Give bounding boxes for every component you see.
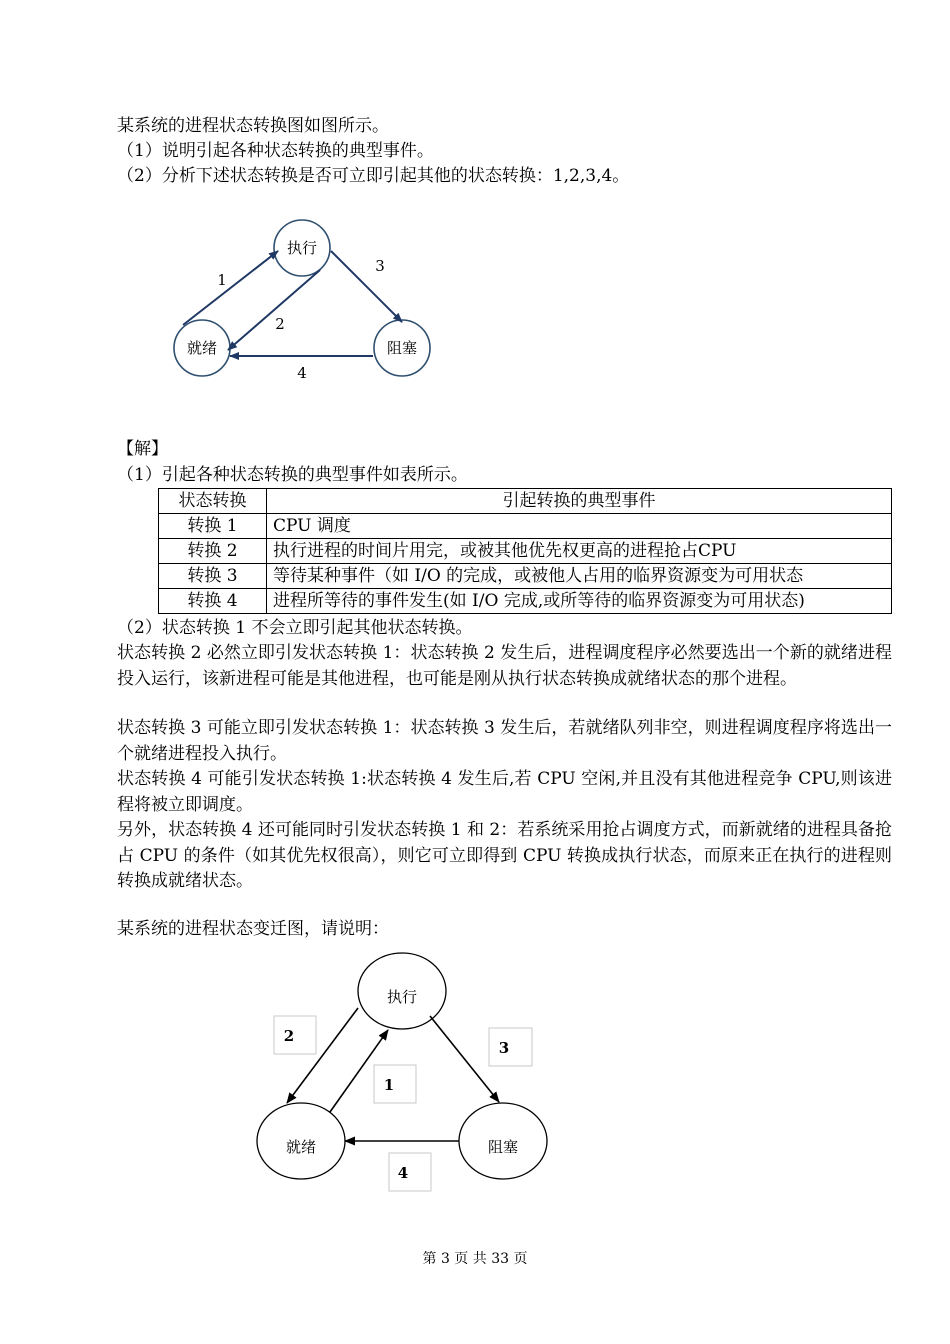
answer-paragraph-2: 状态转换 3 可能立即引发状态转换 1：状态转换 3 发生后，若就绪队列非空，则进程调度程序将选出一个就绪进程投入执行。 <box>117 718 892 764</box>
table-cell-event: 等待某种事件（如 I/O 的完成，或被他人占用的临界资源变为可用状态 <box>267 564 892 589</box>
table-cell-event: 执行进程的时间片用完，或被其他优先权更高的进程抢占CPU <box>267 539 892 564</box>
diagram1-ready-state <box>174 320 230 376</box>
diagram1-arrow-2 <box>228 270 320 350</box>
diagram2-label-box-3 <box>489 1028 532 1066</box>
diagram1-label-4: 4 <box>297 364 307 382</box>
diagram1-arrow-1 <box>183 251 278 325</box>
svg-text:3: 3 <box>498 1039 510 1057</box>
diagram2-ready-state <box>257 1103 345 1179</box>
question2-intro: 某系统的进程状态变迁图，请说明： <box>117 919 389 939</box>
table-row <box>159 589 892 614</box>
question-intro: 某系统的进程状态转换图如图所示。 <box>117 116 389 136</box>
diagram2-running-state <box>358 953 446 1029</box>
answer-part1: （1）引起各种状态转换的典型事件如表所示。 <box>117 465 468 485</box>
answer-paragraph-3: 状态转换 4 可能引发状态转换 1:状态转换 4 发生后,若 CPU 空闲,并且没有其他进程竞争 CPU,则该进程将被立即调度。 <box>117 769 892 815</box>
answer-paragraph-1: 状态转换 2 必然立即引发状态转换 1：状态转换 2 发生后，进程调度程序必然要选出一个新的就绪进程投入运行，该新进程可能是其他进程，也可能是刚从执行状态转换成就绪状态的那个进程。 <box>117 643 892 689</box>
diagram1-label-3: 3 <box>375 257 385 275</box>
answer-paragraph-4: 另外，状态转换 4 还可能同时引发状态转换 1 和 2：若系统采用抢占调度方式，而新就绪的进程具备抢占 CPU 的条件（如其优先权很高），则它可立即得到 CPU 转换成执行状态，而原来正在执行的进程则转换成就绪状态。 <box>117 820 892 891</box>
diagram1-label-1: 1 <box>217 271 227 289</box>
svg-text:2: 2 <box>283 1027 295 1045</box>
table-cell-event: 进程所等待的事件发生(如 I/O 完成,或所等待的临界资源变为可用状态) <box>267 589 892 614</box>
table-row <box>159 539 892 564</box>
diagram2-label-box-4 <box>389 1153 431 1191</box>
diagram1-blocked-label: 阻塞 <box>386 339 418 357</box>
diagram2-blocked-state <box>459 1103 547 1179</box>
table-cell-transition: 转换 2 <box>159 539 267 564</box>
diagram1-running-label: 执行 <box>286 239 318 257</box>
answer-heading: 【解】 <box>117 439 168 459</box>
page-footer: 第 3 页 共 33 页 <box>422 1251 528 1267</box>
table-header-event: 引起转换的典型事件 <box>267 489 892 514</box>
diagram2-blocked-label: 阻塞 <box>487 1138 519 1156</box>
diagram1-label-2: 2 <box>275 315 285 333</box>
table-header-row <box>159 489 892 514</box>
question-item-1: （1）说明引起各种状态转换的典型事件。 <box>117 141 434 161</box>
table-cell-transition: 转换 1 <box>159 514 267 539</box>
svg-text:1: 1 <box>383 1076 395 1094</box>
table-cell-transition: 转换 3 <box>159 564 267 589</box>
table-header-transition: 状态转换 <box>159 489 267 514</box>
table-cell-transition: 转换 4 <box>159 589 267 614</box>
diagram2-label-box-2 <box>274 1016 316 1054</box>
diagram1-ready-label: 就绪 <box>186 339 218 357</box>
events-table <box>158 488 892 614</box>
diagram2-running-label: 执行 <box>386 988 418 1006</box>
diagram1-arrow-3 <box>331 251 402 322</box>
diagram2-ready-label: 就绪 <box>285 1138 317 1156</box>
diagram1-running-state <box>274 220 330 276</box>
table-row <box>159 564 892 589</box>
table-cell-event: CPU 调度 <box>267 514 892 539</box>
svg-text:4: 4 <box>397 1164 409 1182</box>
diagram1-blocked-state <box>374 320 430 376</box>
answer-part2: （2）状态转换 1 不会立即引起其他状态转换。 <box>117 618 473 638</box>
question-item-2: （2）分析下述状态转换是否可立即引起其他的状态转换：1,2,3,4。 <box>117 166 630 186</box>
table-row <box>159 514 892 539</box>
diagram2-label-box-1 <box>374 1065 416 1103</box>
